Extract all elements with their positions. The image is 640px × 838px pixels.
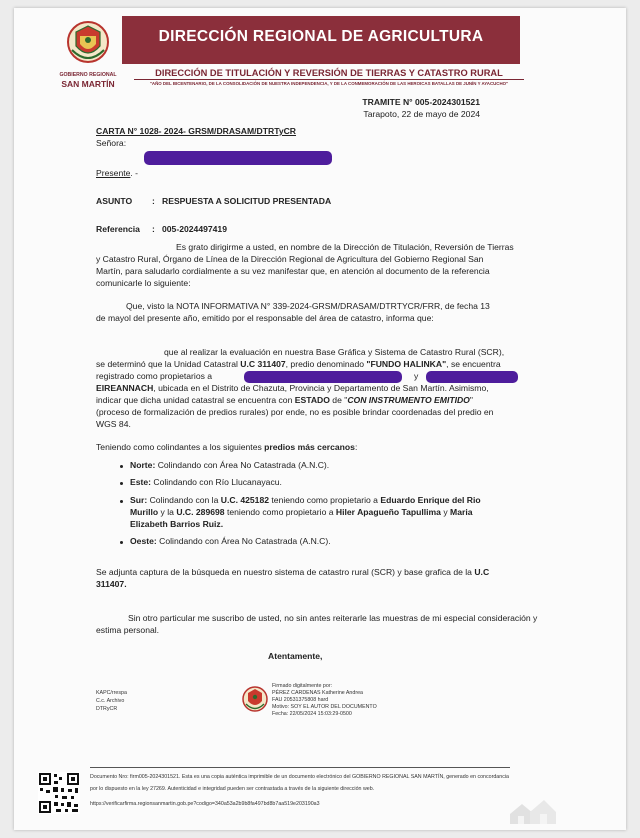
bullet-icon xyxy=(120,482,123,485)
initials-line-3: DTRyCR xyxy=(96,706,118,712)
bullet-icon xyxy=(120,500,123,503)
signature-line-1: Firmado digitalmente por: xyxy=(272,683,333,689)
reference-label: Referencia xyxy=(96,224,140,234)
boundary-south-line-3: Elizabeth Barrios Ruiz. xyxy=(130,519,224,529)
paragraph-3-line-5: indicar que dicha unidad catastral se encuentra con ESTADO de "CON INSTRUMENTO EMITIDO" xyxy=(96,395,473,405)
signature-line-5: Fecha: 22/05/2024 15:03:29-0500 xyxy=(272,711,352,717)
signature-line-3: FAU 20531375808 hard xyxy=(272,697,329,703)
salutation: Señora: xyxy=(96,138,127,148)
logo-caption-bottom: SAN MARTÍN xyxy=(61,79,115,89)
department-subtitle: DIRECCIÓN DE TITULACIÓN Y REVERSIÓN DE TIERRAS Y CATASTRO RURAL xyxy=(155,68,503,78)
paragraph-4: Teniendo como colindantes a los siguientes predios más cercanos: xyxy=(96,442,358,452)
letter-number: CARTA N° 1028- 2024- GRSM/DRASAM/DTRTyCR xyxy=(96,126,297,136)
paragraph-2-line-2: de mayol del presente año, emitido por el responsable del área de catastro, informa que: xyxy=(96,313,434,323)
houses-watermark-icon xyxy=(506,794,558,826)
boundary-south-line-1: Sur: Colindando con la U.C. 425182 teniendo como propietario a Eduardo Enrique del Rio xyxy=(130,495,481,505)
reference-colon: : xyxy=(152,224,155,234)
signature-line-2: PÉREZ CARDENAS Katherine Andrea xyxy=(272,690,363,696)
boundary-east: Este: Colindando con Río Llucanayacu. xyxy=(130,477,282,487)
paragraph-5-line-1: Se adjunta captura de la búsqueda en nuestro sistema de catastro rural (SCR) y base grafica de la U.C xyxy=(96,567,490,577)
paragraph-3-line-6: (proceso de formalización de predios rurales) por ende, no es posible brindar coordenadas del predio en xyxy=(96,407,494,417)
document-page xyxy=(14,8,626,830)
initials-line-2: C.c. Archivo xyxy=(96,698,125,704)
paragraph-6-line-1: Sin otro particular me suscribo de usted, no sin antes reiterarle las muestras de mi especial consideración y xyxy=(128,613,538,623)
closing: Atentamente, xyxy=(268,651,323,661)
regional-government-logo xyxy=(66,20,110,66)
logo-caption-top: GOBIERNO REGIONAL xyxy=(59,72,117,78)
paragraph-3-line-3-start: registrado como propietarios a xyxy=(96,371,213,381)
initials-line-1: KAPC/rrespa xyxy=(96,690,127,696)
paragraph-1-line-1: Es grato dirigirme a usted, en nombre de la Dirección de Titulación, Reversión de Tierras xyxy=(176,242,514,252)
signature-line-4: Motivo: SOY EL AUTOR DEL DOCUMENTO xyxy=(272,704,377,710)
presente-line: Presente. - xyxy=(96,168,139,178)
signature-seal-icon xyxy=(242,685,268,713)
subject-label: ASUNTO xyxy=(96,196,133,206)
redacted-owner-2 xyxy=(426,371,518,383)
redacted-owner-1 xyxy=(244,371,402,383)
paragraph-3-line-4: EIREANNACH, ubicada en el Distrito de Chazuta, Provincia y Departamento de San Martín. Asimismo, xyxy=(96,383,489,393)
footer-line-2: por lo dispuesto en la ley 27269. Autenticidad e integridad pueden ser contrastada a través de la siguiente dirección web. xyxy=(90,786,375,792)
boundary-west: Oeste: Colindando con Área No Catastrada (A.N.C). xyxy=(130,536,331,546)
verification-link[interactable]: https://verificarfirma.regionsanmartin.gob.pe?codigo=340a53a2b9b8fa497bd8b7aa519e203190a3 xyxy=(90,801,320,807)
subject-value: RESPUESTA A SOLICITUD PRESENTADA xyxy=(162,196,332,206)
bullet-icon xyxy=(120,541,123,544)
paragraph-3-line-3-and: y xyxy=(414,371,419,381)
boundary-south-line-2: Murillo y la U.C. 289698 teniendo como propietario a Hiler Apagueño Tapullima y Maria xyxy=(130,507,473,517)
paragraph-1-line-4: comunicarle lo siguiente: xyxy=(96,278,191,288)
paragraph-6-line-2: estima personal. xyxy=(96,625,160,635)
organization-title: DIRECCIÓN REGIONAL DE AGRICULTURA xyxy=(158,28,484,45)
subject-colon: : xyxy=(152,196,155,206)
paragraph-3-line-1: que al realizar la evaluación en nuestra Base Gráfica y Sistema de Catastro Rural (SCR), xyxy=(164,347,505,357)
qr-code-icon xyxy=(38,772,80,814)
place-date: Tarapoto, 22 de mayo de 2024 xyxy=(363,109,480,119)
bullet-icon xyxy=(120,465,123,468)
header-divider xyxy=(134,79,524,80)
paragraph-1-line-3: Martín, para saludarlo cordialmente a su vez manifestar que, en atención al documento de la referencia xyxy=(96,266,490,276)
footer-line-1: Documento Nro: firm005-2024301521. Esta es una copia auténtica imprimible de un documento electrónico del GOBIERNO REGIONAL SAN MARTÍN, generado en concordancia xyxy=(90,774,509,780)
paragraph-3-line-2: se determinó que la Unidad Catastral U.C 311407, predio denominado "FUNDO HALINKA", se encuentra xyxy=(96,359,501,369)
paragraph-5-line-2: 311407. xyxy=(96,579,127,589)
footer-divider xyxy=(90,767,510,768)
tramite-number: TRAMITE N° 005-2024301521 xyxy=(362,97,480,107)
reference-value: 005-2024497419 xyxy=(162,224,227,234)
boundary-north: Norte: Colindando con Área No Catastrada (A.N.C). xyxy=(130,460,330,470)
paragraph-3-line-7: WGS 84. xyxy=(96,419,131,429)
year-motto: "AÑO DEL BICENTENARIO, DE LA CONSOLIDACIÓN DE NUESTRA INDEPENDENCIA, Y DE LA CONMEMORACIÓN DE LAS HEROICAS BATALLAS DE JUNÍN Y AYACUCHO" xyxy=(149,81,509,86)
redacted-recipient-name xyxy=(144,151,332,165)
paragraph-2-line-1: Que, visto la NOTA INFORMATIVA N° 339-2024-GRSM/DRASAM/DTRTYCR/FRR, de fecha 13 xyxy=(126,301,490,311)
paragraph-1-line-2: y Catastro Rural, Órgano de Línea de la Dirección Regional de Agricultura del Gobierno Regional San xyxy=(96,254,484,264)
